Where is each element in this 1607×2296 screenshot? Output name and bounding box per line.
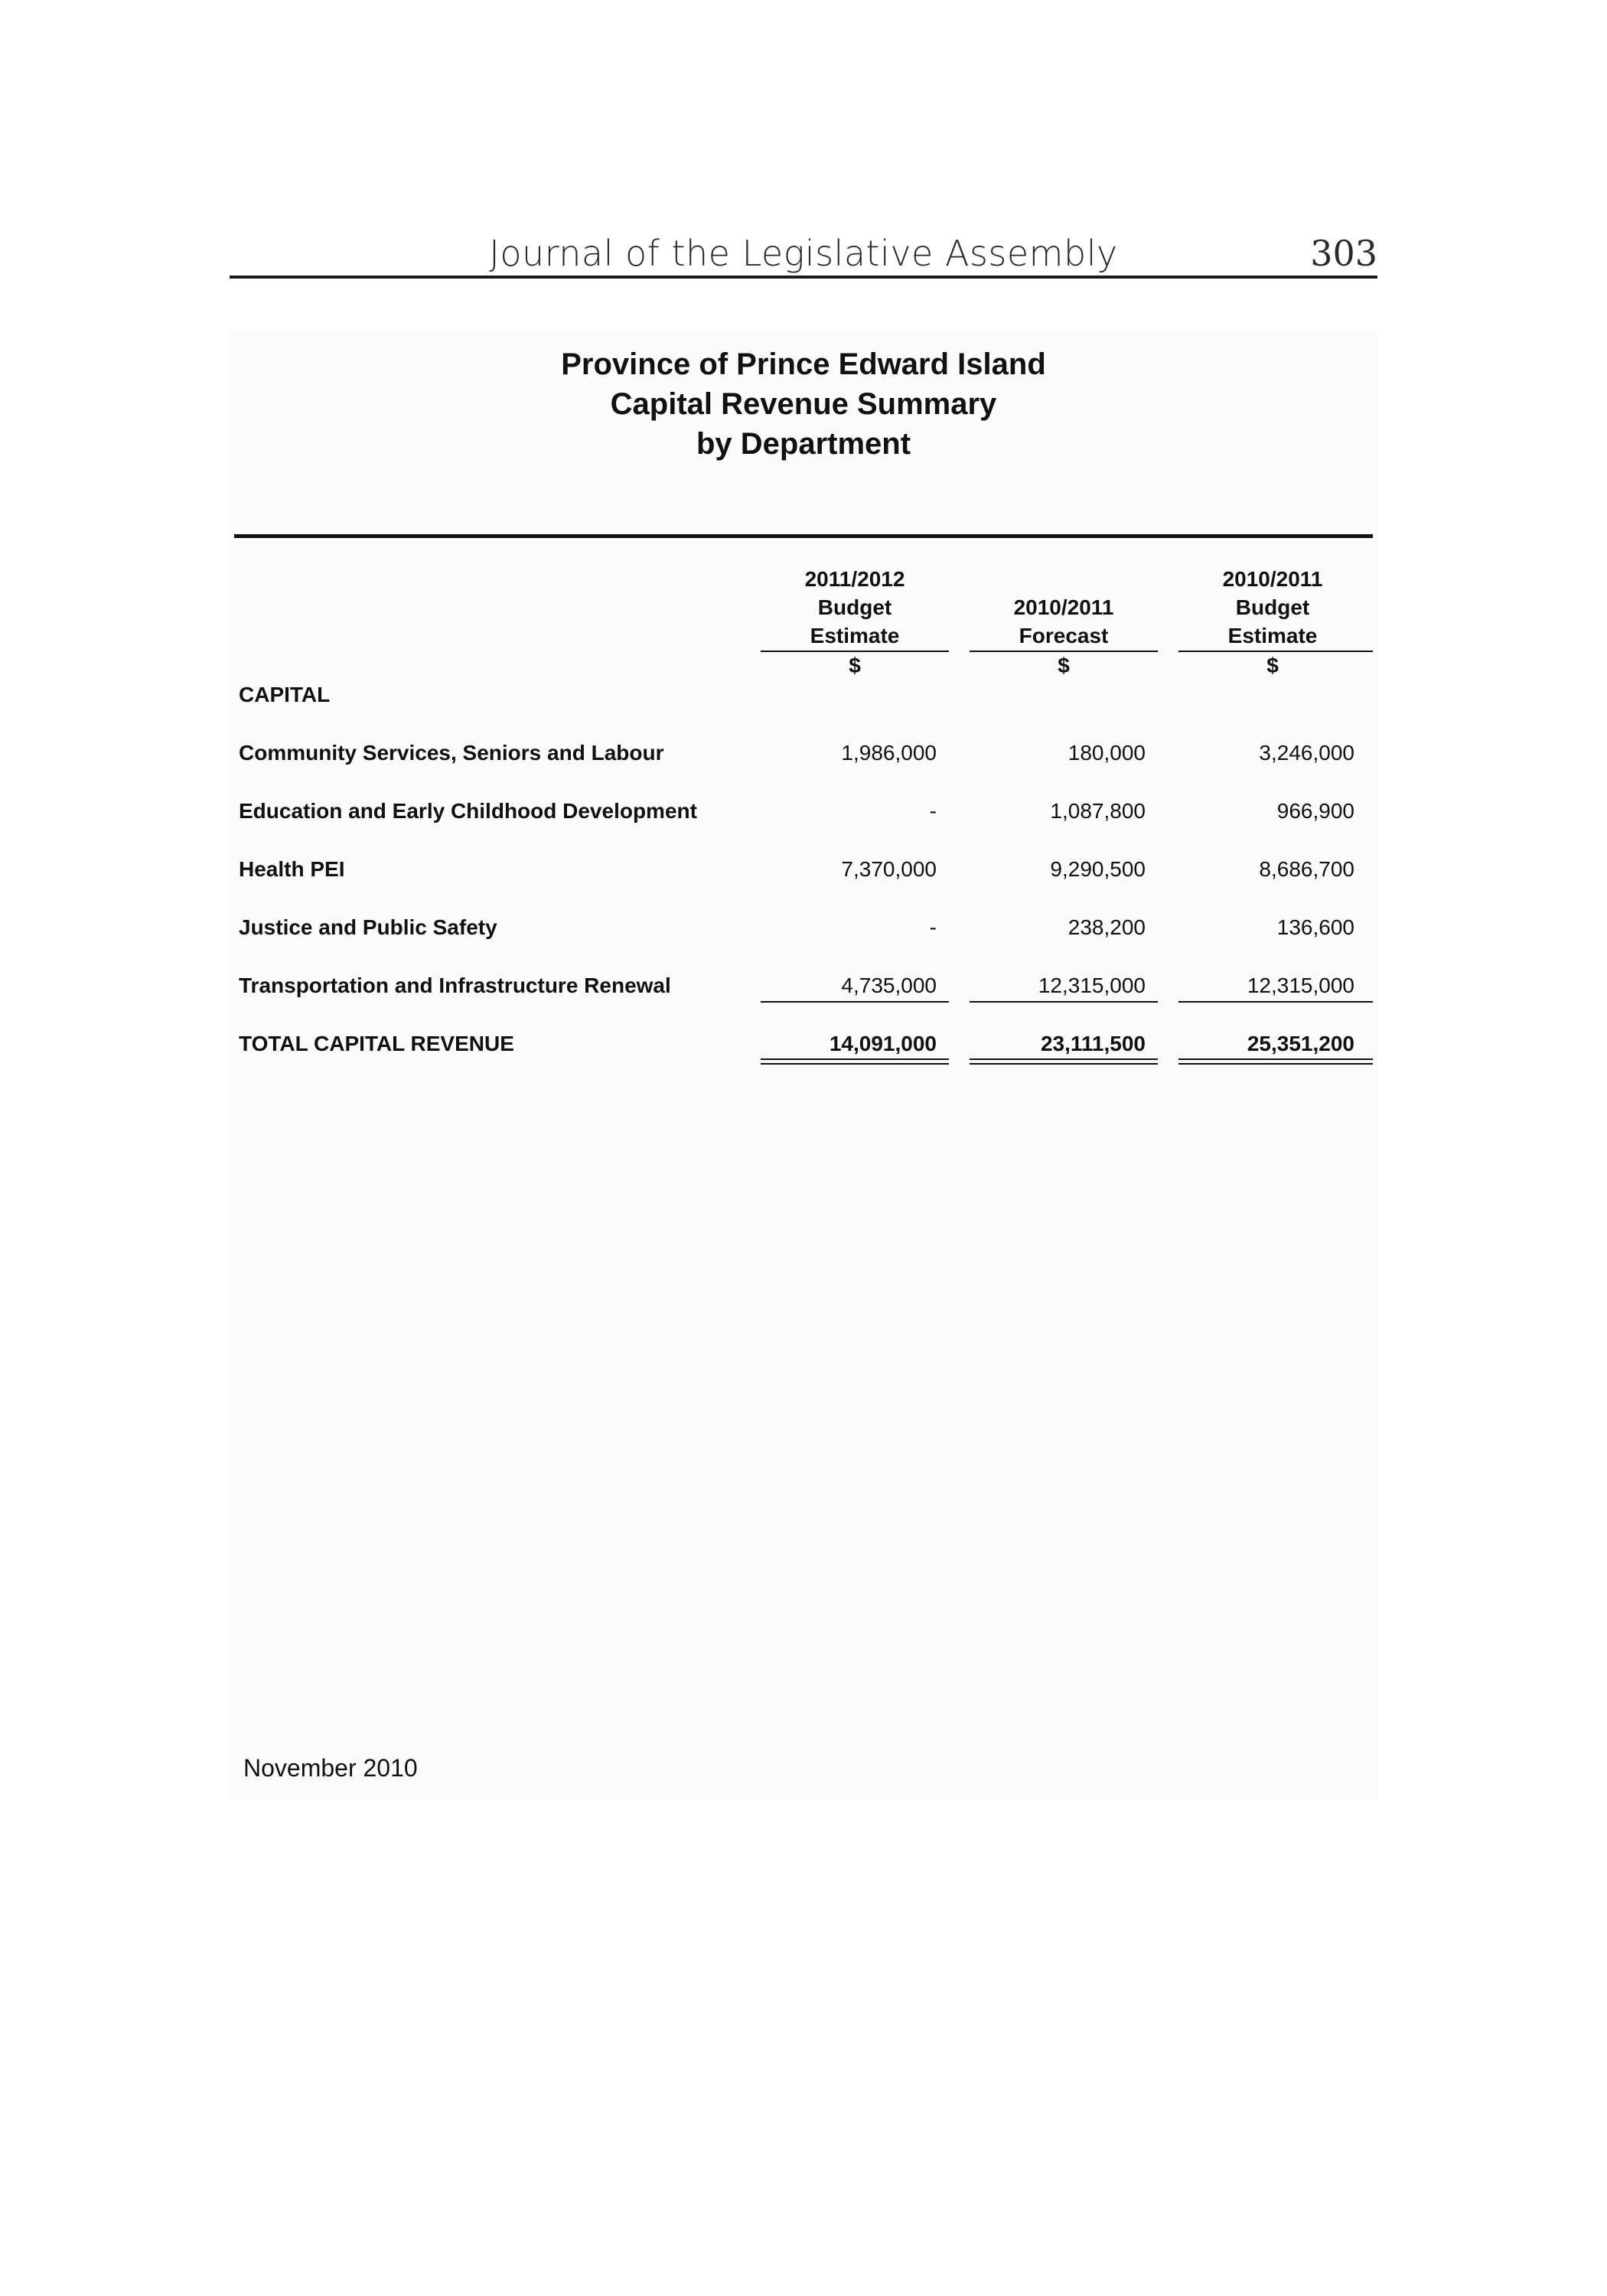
total-double-rule — [1178, 1058, 1373, 1065]
table-cell: 8,686,700 — [1259, 857, 1354, 881]
table-cell: 1,986,000 — [841, 741, 937, 765]
page-number: 303 — [1310, 233, 1377, 274]
total-cell: 14,091,000 — [829, 1032, 937, 1055]
journal-title: Journal of the Legislative Assembly — [489, 233, 1118, 274]
table-cell: - — [929, 915, 937, 939]
table-cell: 180,000 — [1068, 741, 1146, 765]
footer-date: November 2010 — [243, 1754, 418, 1782]
column-header-line: Budget — [817, 595, 892, 619]
unit-label: $ — [1266, 654, 1279, 677]
table-cell: 136,600 — [1276, 915, 1354, 939]
column-header-line: Budget — [1235, 595, 1310, 619]
table-cell: 4,735,000 — [841, 974, 937, 997]
table-cell: 12,315,000 — [1247, 974, 1354, 997]
table-cell: 966,900 — [1276, 799, 1354, 823]
total-cell: 25,351,200 — [1247, 1032, 1354, 1055]
column-header-rule — [761, 651, 949, 652]
unit-label: $ — [1058, 654, 1070, 677]
running-head — [230, 222, 1377, 279]
column-header-rule — [1178, 651, 1373, 652]
table-cell: 9,290,500 — [1050, 857, 1146, 881]
report-title-line-1: Province of Prince Edward Island — [561, 347, 1046, 381]
column-header-rule — [970, 651, 1158, 652]
column-header-line: 2011/2012 — [804, 567, 905, 591]
column-header-line: Forecast — [1019, 624, 1109, 647]
title-rule — [234, 534, 1373, 538]
report-title — [230, 344, 1377, 464]
column-header-budget-2011-2012 — [761, 565, 949, 650]
row-label: Health PEI — [239, 857, 345, 881]
subtotal-rule — [761, 1001, 949, 1003]
subtotal-rule — [970, 1001, 1158, 1003]
column-header-line: 2010/2011 — [1222, 567, 1323, 591]
total-double-rule — [970, 1058, 1158, 1065]
subtotal-rule — [1178, 1001, 1373, 1003]
report-title-line-3: by Department — [696, 427, 911, 461]
table-cell: 12,315,000 — [1038, 974, 1146, 997]
total-double-rule — [761, 1058, 949, 1065]
column-header-budget-2010-2011 — [1178, 565, 1367, 650]
row-label: Community Services, Seniors and Labour — [239, 741, 664, 765]
column-header-line: Estimate — [810, 624, 900, 647]
table-cell: 1,087,800 — [1050, 799, 1146, 823]
total-label: TOTAL CAPITAL REVENUE — [239, 1032, 514, 1055]
report-panel — [230, 331, 1377, 1800]
section-label-capital: CAPITAL — [239, 683, 331, 706]
column-header-forecast-2010-2011 — [970, 593, 1158, 650]
report-title-line-2: Capital Revenue Summary — [610, 387, 997, 421]
table-cell: - — [929, 799, 937, 823]
table-cell: 7,370,000 — [841, 857, 937, 881]
column-header-line: Estimate — [1227, 624, 1318, 647]
table-cell: 238,200 — [1068, 915, 1146, 939]
row-label: Education and Early Childhood Development — [239, 799, 697, 823]
row-label: Justice and Public Safety — [239, 915, 497, 939]
table-cell: 3,246,000 — [1259, 741, 1354, 765]
unit-label: $ — [849, 654, 861, 677]
row-label: Transportation and Infrastructure Renewal — [239, 974, 671, 997]
total-cell: 23,111,500 — [1040, 1032, 1146, 1055]
column-header-line: 2010/2011 — [1013, 595, 1114, 619]
